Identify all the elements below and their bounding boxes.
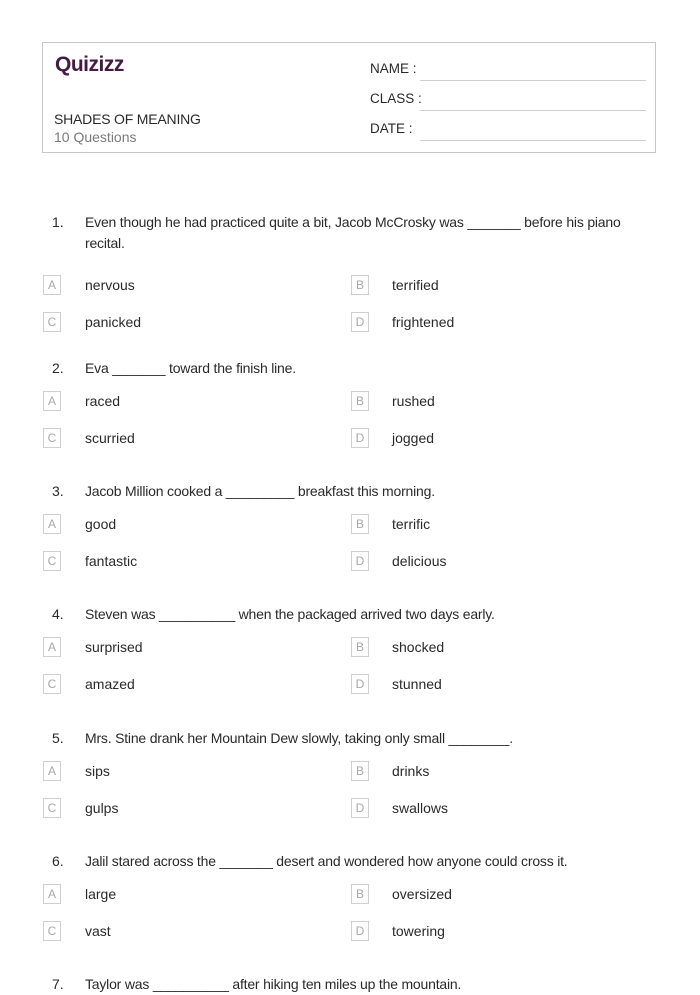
option-a-letter[interactable]: A bbox=[43, 884, 61, 904]
question-number: 5. bbox=[52, 730, 64, 746]
option-c-letter[interactable]: C bbox=[43, 921, 61, 941]
option-c-letter[interactable]: C bbox=[43, 674, 61, 694]
option-d-letter[interactable]: D bbox=[351, 798, 369, 818]
date-label: DATE : bbox=[370, 121, 413, 136]
quizizz-logo: Quizizz bbox=[55, 53, 124, 76]
option-d-letter[interactable]: D bbox=[351, 921, 369, 941]
option-a-text[interactable]: sips bbox=[85, 763, 110, 779]
option-d-text[interactable]: stunned bbox=[392, 676, 442, 692]
option-b-text[interactable]: rushed bbox=[392, 393, 435, 409]
question-number: 7. bbox=[52, 976, 64, 992]
class-field[interactable] bbox=[370, 91, 646, 111]
name-line[interactable] bbox=[420, 80, 646, 81]
question-text: Even though he had practiced quite a bit, Jacob McCrosky was _______ before his piano recital. bbox=[85, 214, 621, 251]
option-d-letter[interactable]: D bbox=[351, 428, 369, 448]
option-a-text[interactable]: surprised bbox=[85, 639, 143, 655]
option-c-text[interactable]: fantastic bbox=[85, 553, 138, 569]
worksheet-title: SHADES OF MEANING bbox=[54, 111, 201, 127]
worksheet-header bbox=[42, 42, 656, 153]
question-text: Jacob Million cooked a _________ breakfast this morning. bbox=[85, 483, 435, 499]
question-number: 3. bbox=[52, 483, 64, 499]
name-field[interactable] bbox=[370, 61, 646, 81]
question-text: Steven was __________ when the packaged arrived two days early. bbox=[85, 606, 495, 622]
question-text: Jalil stared across the _______ desert and wondered how anyone could cross it. bbox=[85, 853, 568, 869]
option-d-text[interactable]: jogged bbox=[392, 430, 435, 446]
option-b-letter[interactable]: B bbox=[351, 637, 369, 657]
option-b-letter[interactable]: B bbox=[351, 391, 369, 411]
date-line[interactable] bbox=[420, 140, 646, 141]
option-a-letter[interactable]: A bbox=[43, 275, 61, 295]
question-count: 10 Questions bbox=[54, 129, 137, 145]
option-b-text[interactable]: drinks bbox=[392, 763, 430, 779]
question-text: Eva _______ toward the finish line. bbox=[85, 360, 296, 376]
question-number: 6. bbox=[52, 853, 64, 869]
option-d-text[interactable]: delicious bbox=[392, 553, 447, 569]
date-field[interactable] bbox=[370, 121, 646, 141]
option-b-text[interactable]: terrified bbox=[392, 277, 439, 293]
option-a-text[interactable]: good bbox=[85, 516, 117, 532]
option-c-letter[interactable]: C bbox=[43, 551, 61, 571]
option-a-text[interactable]: nervous bbox=[85, 277, 135, 293]
option-c-text[interactable]: panicked bbox=[85, 314, 142, 330]
option-d-letter[interactable]: D bbox=[351, 551, 369, 571]
option-a-letter[interactable]: A bbox=[43, 637, 61, 657]
option-b-text[interactable]: oversized bbox=[392, 886, 452, 902]
option-d-text[interactable]: towering bbox=[392, 923, 445, 939]
question-number: 4. bbox=[52, 606, 64, 622]
option-d-text[interactable]: frightened bbox=[392, 314, 455, 330]
option-c-text[interactable]: amazed bbox=[85, 676, 135, 692]
option-b-letter[interactable]: B bbox=[351, 761, 369, 781]
option-c-letter[interactable]: C bbox=[43, 798, 61, 818]
class-line[interactable] bbox=[420, 110, 646, 111]
option-a-letter[interactable]: A bbox=[43, 514, 61, 534]
option-c-text[interactable]: gulps bbox=[85, 800, 119, 816]
option-b-letter[interactable]: B bbox=[351, 275, 369, 295]
option-b-text[interactable]: shocked bbox=[392, 639, 445, 655]
question-number: 1. bbox=[52, 214, 64, 230]
option-c-letter[interactable]: C bbox=[43, 312, 61, 332]
option-b-letter[interactable]: B bbox=[351, 514, 369, 534]
option-b-letter[interactable]: B bbox=[351, 884, 369, 904]
option-c-text[interactable]: vast bbox=[85, 923, 111, 939]
question-text: Mrs. Stine drank her Mountain Dew slowly, taking only small ________. bbox=[85, 730, 513, 746]
option-d-text[interactable]: swallows bbox=[392, 800, 449, 816]
option-a-text[interactable]: large bbox=[85, 886, 117, 902]
question-text: Taylor was __________ after hiking ten miles up the mountain. bbox=[85, 976, 462, 992]
question-number: 2. bbox=[52, 360, 64, 376]
option-c-letter[interactable]: C bbox=[43, 428, 61, 448]
option-a-letter[interactable]: A bbox=[43, 391, 61, 411]
option-a-text[interactable]: raced bbox=[85, 393, 121, 409]
option-d-letter[interactable]: D bbox=[351, 312, 369, 332]
option-c-text[interactable]: scurried bbox=[85, 430, 135, 446]
option-d-letter[interactable]: D bbox=[351, 674, 369, 694]
option-b-text[interactable]: terrific bbox=[392, 516, 431, 532]
option-a-letter[interactable]: A bbox=[43, 761, 61, 781]
class-label: CLASS : bbox=[370, 91, 422, 106]
name-label: NAME : bbox=[370, 61, 417, 76]
